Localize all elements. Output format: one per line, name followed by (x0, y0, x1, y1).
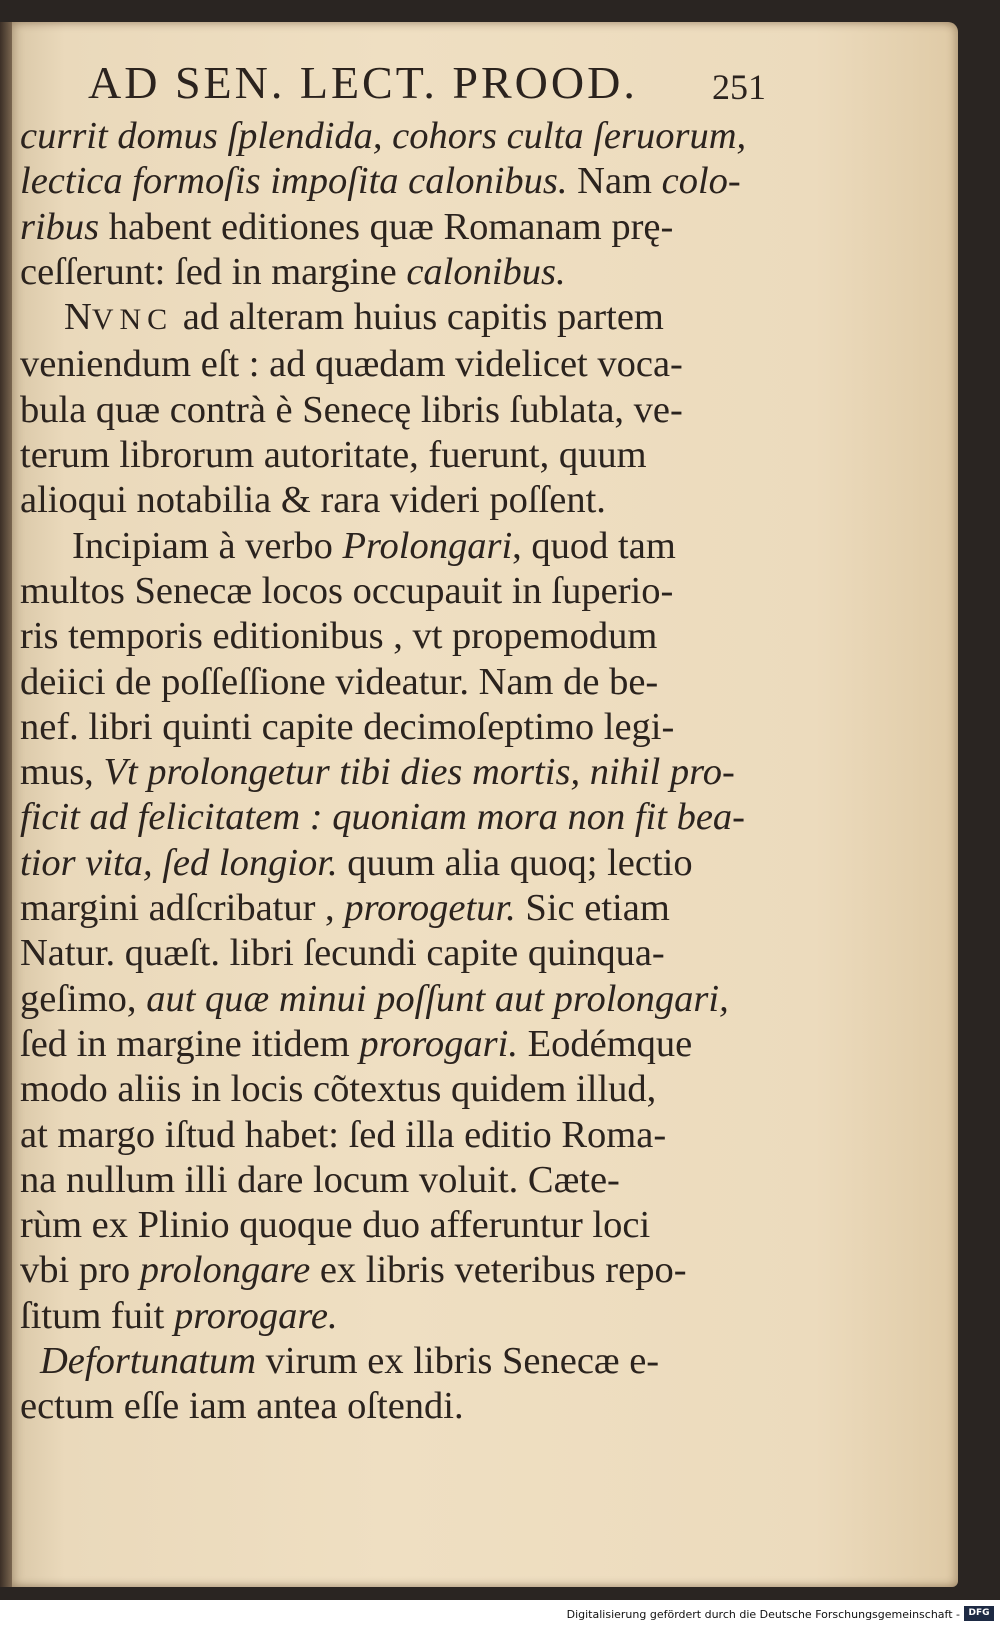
text-line (20, 750, 760, 795)
text-segment: Incipiam à verbo (72, 524, 343, 567)
text-line (20, 1022, 760, 1067)
text-line (20, 342, 760, 387)
italic-segment: Vt prolongetur tibi dies mortis, nihil pro- (103, 751, 735, 794)
text-segment: VNC (91, 303, 174, 337)
italic-segment: aut quæ minui poſſunt aut prolongari, (146, 977, 729, 1020)
text-segment: nef. libri quinti capite decimoſeptimo legi- (20, 705, 675, 748)
text-segment: margini adſcribatur , (20, 887, 345, 930)
text-segment: deiici de poſſeſſione videatur. Nam de be- (20, 660, 659, 703)
page-number: 251 (712, 67, 766, 107)
text-segment: quum alia quoq; lectio (337, 841, 693, 884)
italic-segment: calonibus. (406, 250, 566, 293)
italic-segment: colo- (661, 160, 741, 203)
italic-segment: currit domus ſplendida, cohors culta ſeruorum, (20, 115, 747, 157)
italic-segment: ficit ad felicitatem : quoniam mora non fit bea- (20, 796, 745, 839)
text-segment: ſitum fuit (20, 1294, 174, 1337)
text-line (20, 205, 760, 250)
text-segment: mus, (20, 751, 104, 794)
italic-segment: Prolongari (342, 524, 513, 567)
text-line (20, 1384, 760, 1429)
digitization-footer (0, 1600, 1000, 1630)
italic-segment: ribus (20, 205, 100, 248)
text-segment: ceſſerunt: ſed in margine (20, 250, 407, 293)
text-line (20, 478, 760, 523)
italic-segment: prorogari. (359, 1022, 518, 1065)
text-line (20, 795, 760, 840)
text-segment: Eodémque (517, 1022, 693, 1065)
text-line (20, 1203, 760, 1248)
text-line (20, 1067, 760, 1112)
text-segment: , quod tam (512, 524, 676, 567)
binding-edge (0, 22, 12, 1587)
text-line (20, 660, 760, 705)
text-segment: na nullum illi dare locum voluit. Cæte- (20, 1158, 620, 1201)
text-segment: vbi pro (20, 1249, 140, 1292)
text-segment: virum ex libris Senecæ e- (256, 1340, 660, 1383)
funding-credit: Digitalisierung gefördert durch die Deutsche Forschungsgemeinschaft - (566, 1608, 960, 1621)
text-segment: geſimo, (20, 977, 147, 1020)
text-segment: terum librorum autoritate, fuerunt, quum (20, 434, 647, 477)
text-segment: Sic etiam (515, 887, 670, 930)
italic-segment: lectica formoſis impoſita calonibus. (20, 160, 568, 203)
text-line (20, 705, 760, 750)
text-line (20, 886, 760, 931)
text-line (20, 841, 760, 886)
text-segment: habent editiones quæ Romanam prę- (99, 205, 674, 248)
page-header (20, 30, 766, 108)
text-segment: at margo iſtud habet: ſed illa editio Roma- (20, 1113, 667, 1156)
text-line (20, 1248, 760, 1293)
running-title: AD SEN. LECT. PROOD. (88, 57, 638, 108)
text-line (20, 931, 760, 976)
dfg-logo: DFG (964, 1606, 994, 1621)
text-segment: ſed in margine itidem (20, 1022, 360, 1065)
text-segment: N (64, 296, 92, 339)
italic-segment: tior vita, ſed longior. (20, 841, 338, 884)
text-line (20, 1294, 760, 1339)
text-segment: ex libris veteribus repo- (310, 1249, 687, 1292)
text-line (20, 159, 760, 204)
text-line (20, 524, 760, 569)
text-segment: veniendum eſt : ad quædam videlicet voca- (20, 343, 683, 386)
text-line (20, 1158, 760, 1203)
text-segment: Nam (567, 160, 662, 203)
text-line (20, 114, 760, 159)
body-text (20, 114, 760, 1430)
italic-segment: prorogare. (174, 1294, 338, 1337)
italic-segment: prorogetur. (344, 887, 516, 930)
text-line (20, 433, 760, 478)
text-segment: ad alteram huius capitis partem (173, 296, 664, 339)
text-segment: modo aliis in locis cõtextus quidem illud, (20, 1068, 657, 1111)
text-line (20, 569, 760, 614)
text-line (20, 250, 760, 295)
italic-segment: prolongare (139, 1249, 311, 1292)
text-line (20, 1339, 760, 1384)
text-segment: multos Senecæ locos occupauit in ſuperio- (20, 569, 674, 612)
text-segment: ectum eſſe iam antea oſtendi. (20, 1385, 464, 1428)
text-line (20, 1113, 760, 1158)
text-segment: bula quæ contrà è Senecę libris ſublata, ve- (20, 388, 683, 431)
text-line (20, 614, 760, 659)
text-line (20, 977, 760, 1022)
text-line (20, 295, 760, 342)
italic-segment: Defortunatum (40, 1340, 257, 1383)
text-column (20, 30, 766, 1428)
text-segment: Natur. quæſt. libri ſecundi capite quinqua- (20, 932, 665, 975)
text-segment: rùm ex Plinio quoque duo afferuntur loci (20, 1204, 651, 1247)
text-segment: alioqui notabilia & rara videri poſſent. (20, 479, 606, 522)
text-line (20, 388, 760, 433)
text-segment: ris temporis editionibus , vt propemodum (20, 615, 658, 658)
